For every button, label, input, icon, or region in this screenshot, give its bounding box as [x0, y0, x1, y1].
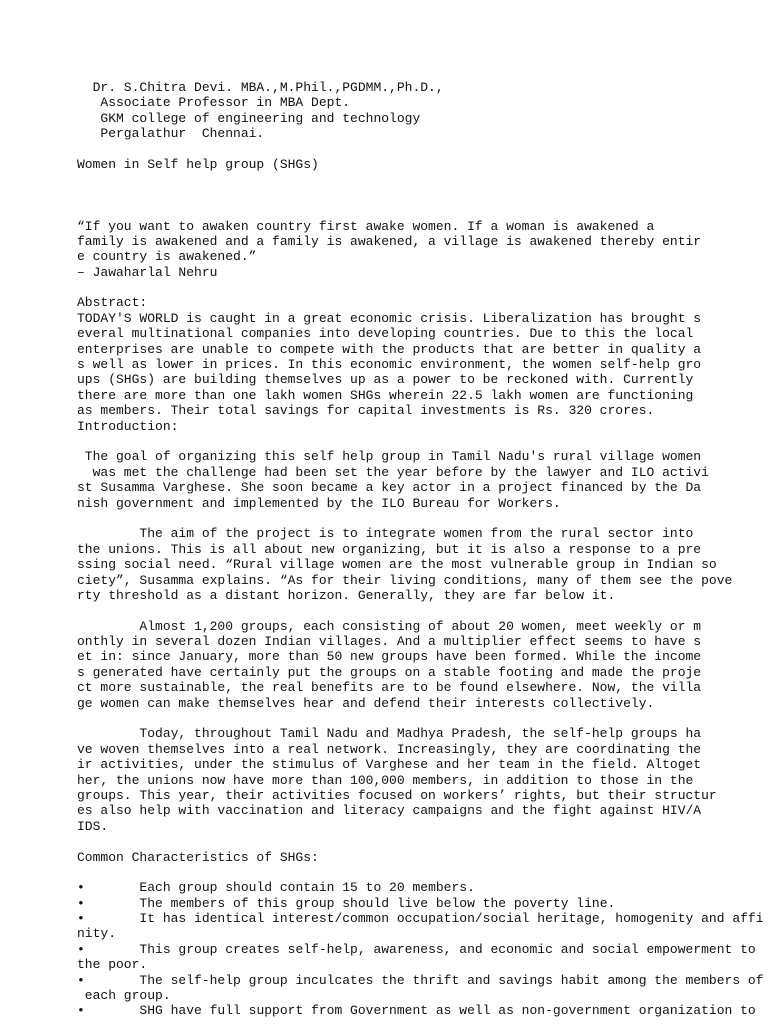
characteristics-heading: Common Characteristics of SHGs: [77, 849, 319, 865]
document-page [77, 80, 764, 1019]
list-item [77, 896, 757, 911]
intro-paragraph [77, 619, 757, 711]
paragraph-line: ct more sustainable, the real benefits are to be found elsewhere. Now, the villa [77, 680, 702, 696]
author-location: Pergalathur Chennai. [77, 126, 265, 142]
paragraph-line: ve woven themselves into a real network. Increasingly, they are coordinating the [77, 741, 702, 757]
abstract-heading: Abstract: [77, 295, 148, 311]
quote-line: family is awakened and a family is awakened, a village is awakened thereby entir [77, 233, 702, 249]
author-block [77, 80, 757, 142]
document-title: Women in Self help group (SHGs) [77, 156, 319, 172]
list-item-continuation: each group. [77, 988, 171, 1004]
list-item-text: SHG have full support from Government as well as non-government organization to [84, 1003, 756, 1019]
paragraph-line: The aim of the project is to integrate women from the rural sector into [77, 526, 694, 542]
paragraph-line: Almost 1,200 groups, each consisting of about 20 women, meet weekly or m [77, 618, 702, 634]
bullet-icon: • [77, 972, 85, 988]
list-item [77, 972, 764, 1004]
abstract-line: s well as lower in prices. In this economic environment, the women self-help gro [77, 357, 702, 373]
abstract-line: as members. Their total savings for capital investments is Rs. 320 crores. [77, 403, 655, 419]
bullet-icon: • [77, 895, 85, 911]
list-item-text: Each group should contain 15 to 20 members. [84, 880, 475, 896]
abstract-line: enterprises are unable to compete with the products that are better in quality a [77, 341, 702, 357]
bullet-icon: • [77, 880, 85, 896]
bullet-icon: • [77, 941, 85, 957]
abstract-line: there are more than one lakh women SHGs wherein 22.5 lakh women are functioning [77, 387, 694, 403]
quote-attribution: – Jawaharlal Nehru [77, 264, 218, 280]
paragraph-line: st Susamma Varghese. She soon became a key actor in a project financed by the Da [77, 480, 702, 496]
paragraph-line: groups. This year, their activities focused on workers’ rights, but their structur [77, 787, 717, 803]
intro-paragraph [77, 526, 757, 603]
abstract-section [77, 295, 757, 418]
author-institution: GKM college of engineering and technology [77, 110, 421, 126]
paragraph-line: her, the unions now have more than 100,000 members, in addition to those in the [77, 772, 694, 788]
abstract-line: TODAY'S WORLD is caught in a great economic crisis. Liberalization has brought s [77, 310, 702, 326]
abstract-line: ups (SHGs) are building themselves up as a power to be reckoned with. Currently [77, 372, 694, 388]
intro-paragraph [77, 449, 757, 511]
list-item-text: This group creates self-help, awareness, and economic and social empowerment to [84, 941, 756, 957]
intro-paragraph [77, 726, 757, 834]
introduction-heading: Introduction: [77, 418, 179, 434]
quote-block [77, 219, 757, 281]
bullet-icon: • [77, 911, 85, 927]
author-designation: Associate Professor in MBA Dept. [77, 95, 351, 111]
paragraph-line: rty threshold as a distant horizon. Generally, they are far below it. [77, 587, 616, 603]
paragraph-line: ciety”, Susamma explains. “As for their living conditions, many of them see the pove [77, 572, 733, 588]
list-item [77, 942, 757, 973]
author-name: Dr. S.Chitra Devi. MBA.,M.Phil.,PGDMM.,Ph.D., [77, 80, 444, 95]
paragraph-line: ge women can make themselves hear and defend their interests collectively. [77, 695, 655, 711]
list-item-continuation: the poor. [77, 957, 148, 973]
list-item-text: It has identical interest/common occupation/social heritage, homogenity and affi [84, 911, 764, 927]
paragraph-line: was met the challenge had been set the year before by the lawyer and ILO activi [77, 464, 709, 480]
paragraph-line: ssing social need. “Rural village women are the most vulnerable group in Indian so [77, 557, 717, 573]
paragraph-line: s generated have certainly put the groups on a stable footing and made the proje [77, 664, 702, 680]
abstract-line: everal multinational companies into developing countries. Due to this the local [77, 326, 694, 342]
paragraph-line: es also help with vaccination and literacy campaigns and the fight against HIV/A [77, 803, 702, 819]
quote-line: e country is awakened.” [77, 249, 257, 265]
list-item-text: The members of this group should live below the poverty line. [84, 895, 616, 911]
paragraph-line: onthly in several dozen Indian villages. And a multiplier effect seems to have s [77, 634, 702, 650]
list-item-text: The self-help group inculcates the thrift and savings habit among the members of [84, 972, 764, 988]
bullet-icon: • [77, 1003, 85, 1019]
list-item [77, 1003, 757, 1018]
list-item-continuation: nity. [77, 926, 117, 942]
introduction-section [77, 419, 757, 835]
paragraph-line: the unions. This is all about new organizing, but it is also a response to a pre [77, 541, 702, 557]
paragraph-line: Today, throughout Tamil Nadu and Madhya Pradesh, the self-help groups ha [77, 726, 702, 742]
paragraph-line: IDS. [77, 818, 109, 834]
paragraph-line: nish government and implemented by the ILO Bureau for Workers. [77, 495, 561, 511]
list-item [77, 880, 757, 895]
quote-line: “If you want to awaken country first awake women. If a woman is awakened a [77, 218, 655, 234]
paragraph-line: The goal of organizing this self help group in Tamil Nadu's rural village women [77, 449, 702, 465]
paragraph-line: ir activities, under the stimulus of Varghese and her team in the field. Altoget [77, 757, 702, 773]
characteristics-section [77, 849, 764, 1019]
list-item [77, 911, 764, 942]
paragraph-line: et in: since January, more than 50 new groups have been formed. While the income [77, 649, 702, 665]
